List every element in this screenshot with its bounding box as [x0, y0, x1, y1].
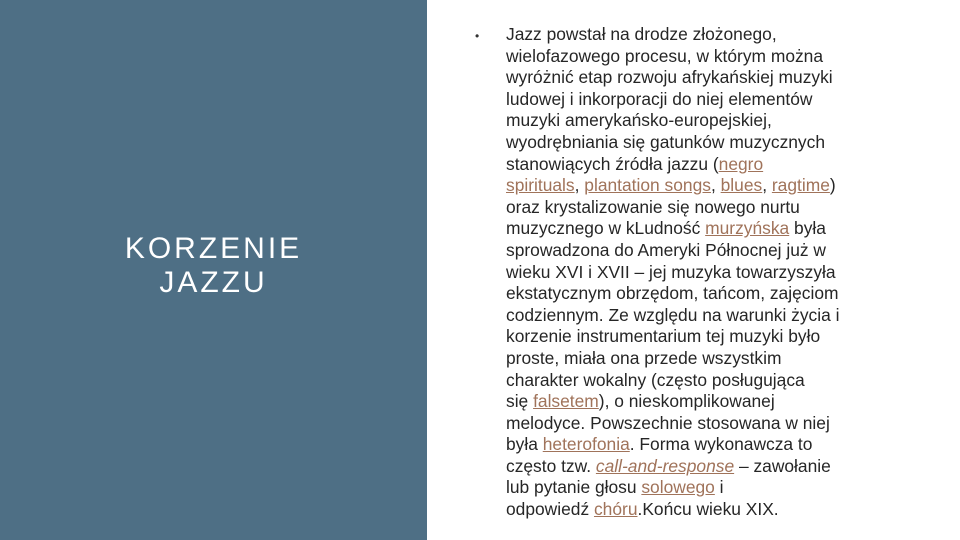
- title-panel: [0, 0, 427, 540]
- body-paragraph: [506, 24, 895, 521]
- paragraph-line: [506, 175, 895, 197]
- link-falsetem[interactable]: falsetem: [533, 391, 599, 412]
- link-negro[interactable]: negro: [718, 153, 764, 174]
- text-segment: ekstatycznym obrzędom, tańcom, zajęciom: [506, 283, 839, 304]
- paragraph-line: [506, 240, 895, 262]
- link-murzyńska[interactable]: murzyńska: [705, 218, 790, 239]
- paragraph-line: [506, 89, 895, 111]
- link-blues[interactable]: blues: [720, 175, 763, 196]
- content-area: [475, 24, 895, 521]
- text-segment: ,: [710, 175, 721, 196]
- paragraph-line: [506, 283, 895, 305]
- paragraph-line: [506, 499, 895, 521]
- link-ragtime[interactable]: ragtime: [771, 175, 830, 196]
- text-segment: ,: [762, 175, 772, 196]
- link-call-and-response[interactable]: call-and-response: [595, 455, 735, 476]
- paragraph-line: [506, 326, 895, 348]
- text-segment: ): [829, 175, 836, 196]
- link-plantation-songs[interactable]: plantation songs: [584, 175, 711, 196]
- text-segment: stanowiących źródła jazzu (: [506, 153, 719, 174]
- text-segment: .Końcu wieku XIX.: [637, 499, 779, 520]
- link-spirituals[interactable]: spirituals: [506, 175, 575, 196]
- text-segment: odpowiedź: [506, 499, 594, 520]
- text-segment: oraz krystalizowanie się nowego nurtu: [506, 196, 800, 217]
- text-segment: charakter wokalny (często posługująca: [506, 369, 805, 390]
- text-segment: korzenie instrumentarium tej muzyki było: [506, 326, 821, 347]
- paragraph-line: [506, 370, 895, 392]
- paragraph-line: [506, 110, 895, 132]
- paragraph-line: [506, 46, 895, 68]
- paragraph-line: [506, 218, 895, 240]
- bullet-point: •: [475, 29, 480, 43]
- text-segment: ,: [574, 175, 585, 196]
- text-segment: była: [789, 218, 826, 239]
- link-heterofonia[interactable]: heterofonia: [542, 434, 630, 455]
- paragraph-line: [506, 262, 895, 284]
- paragraph-line: [506, 305, 895, 327]
- text-segment: – zawołanie: [734, 455, 831, 476]
- link-solowego[interactable]: solowego: [641, 477, 715, 498]
- text-segment: wielofazowego procesu, w którym można: [506, 45, 824, 66]
- text-segment: Jazz powstał na drodze złożonego,: [506, 24, 777, 44]
- text-segment: wyróżnić etap rozwoju afrykańskiej muzyki: [506, 67, 833, 88]
- text-segment: wyodrębniania się gatunków muzycznych: [506, 131, 825, 152]
- text-segment: się: [506, 391, 534, 412]
- paragraph-line: [506, 67, 895, 89]
- text-segment: często tzw.: [506, 455, 596, 476]
- text-segment: i: [714, 477, 724, 498]
- text-segment: . Forma wykonawcza to: [629, 434, 813, 455]
- text-segment: muzyki amerykańsko-europejskiej,: [506, 110, 772, 131]
- paragraph-line: [506, 413, 895, 435]
- paragraph-line: [506, 154, 895, 176]
- link-chóru[interactable]: chóru: [593, 499, 638, 520]
- text-segment: codziennym. Ze względu na warunki życia i: [506, 304, 840, 325]
- text-segment: melodyce. Powszechnie stosowana w niej: [506, 412, 830, 433]
- text-segment: ludowej i inkorporacji do niej elementów: [506, 88, 813, 109]
- paragraph-line: [506, 391, 895, 413]
- slide-title: [0, 232, 427, 300]
- paragraph-line: [506, 456, 895, 478]
- text-segment: ), o nieskomplikowanej: [598, 391, 775, 412]
- paragraph-line: [506, 132, 895, 154]
- text-segment: wieku XVI i XVII – jej muzyka towarzyszyła: [506, 261, 836, 282]
- text-segment: sprowadzona do Ameryki Północnej już w: [506, 239, 826, 260]
- paragraph-line: [506, 477, 895, 499]
- paragraph-line: [506, 24, 895, 46]
- paragraph-line: [506, 197, 895, 219]
- paragraph-line: [506, 348, 895, 370]
- text-segment: lub pytanie głosu: [506, 477, 642, 498]
- text-segment: była: [506, 434, 543, 455]
- slide-title-line-2: JAZZU: [159, 266, 268, 299]
- text-segment: proste, miała ona przede wszystkim: [506, 347, 782, 368]
- paragraph-line: [506, 434, 895, 456]
- text-segment: muzycznego w kLudność: [506, 218, 706, 239]
- slide-title-line-1: KORZENIE: [124, 232, 303, 265]
